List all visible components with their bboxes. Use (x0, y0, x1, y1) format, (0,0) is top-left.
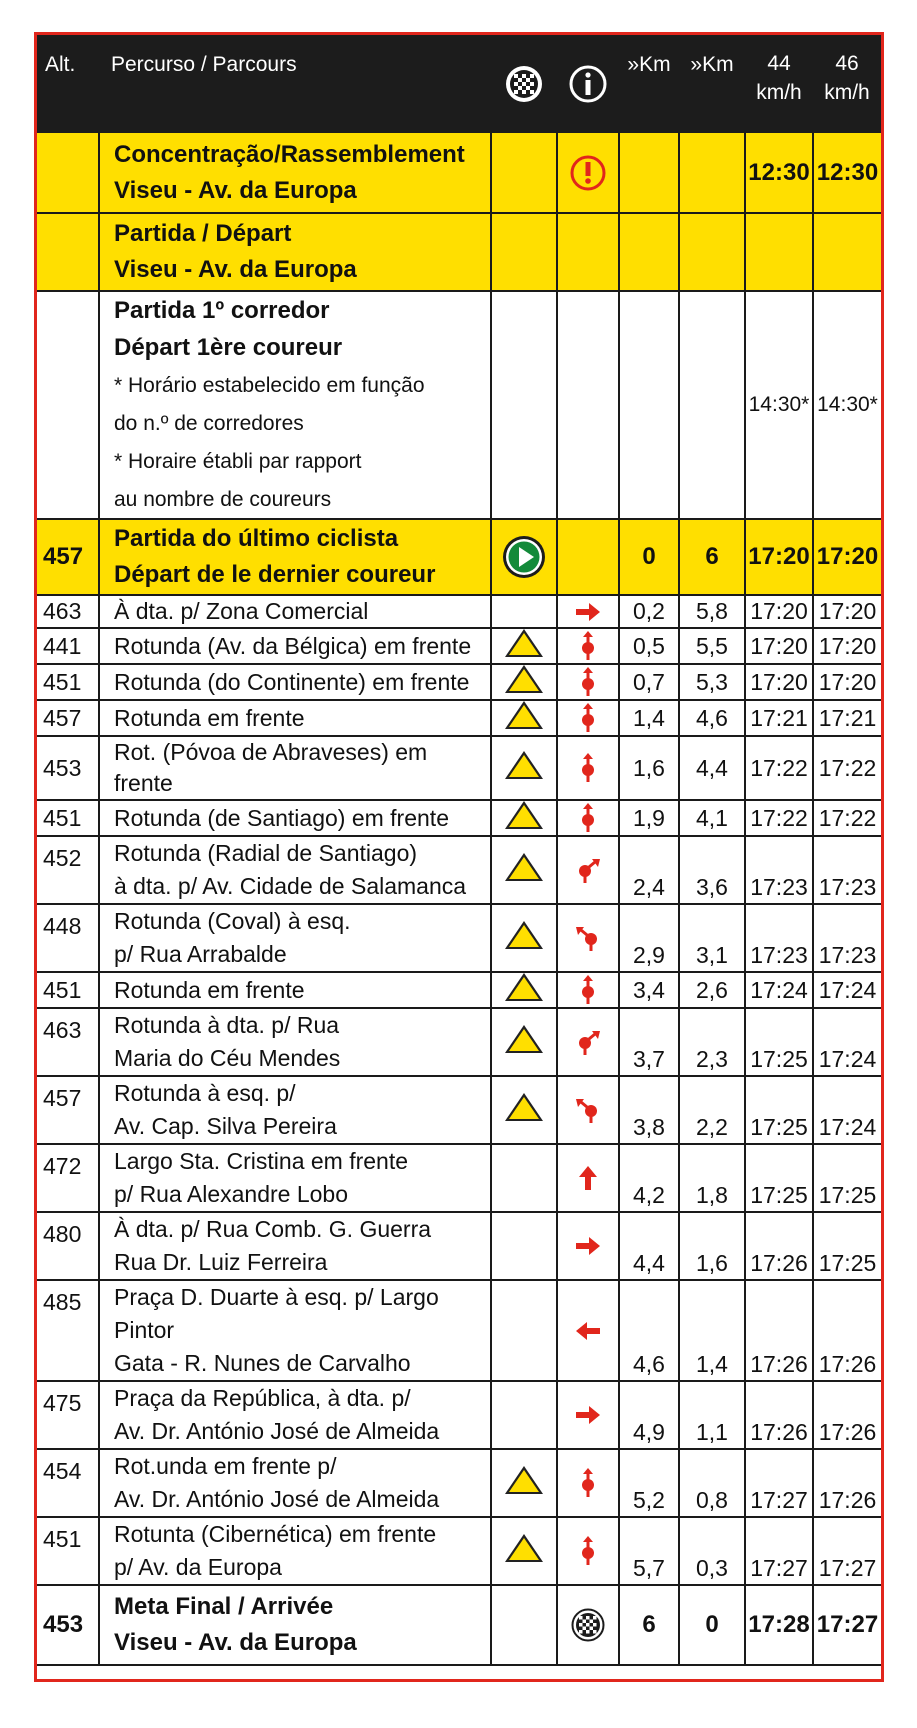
row-route (99, 664, 491, 700)
row-km-left: 2,6 (679, 972, 745, 1008)
row-altitude: 451 (37, 800, 99, 836)
row-altitude: 457 (37, 700, 99, 736)
row-route-line1: Rotunda (Radial de Santiago) (114, 840, 418, 866)
table-row (37, 836, 881, 904)
last-rider-line2: Départ de le dernier coureur (114, 561, 436, 588)
header-route: Percurso / Parcours (111, 53, 297, 76)
row-km-left: 1,8 (679, 1144, 745, 1212)
table-row (37, 628, 881, 664)
danger-triangle-icon (505, 1534, 543, 1562)
row-altitude: 472 (37, 1144, 99, 1212)
roundabout-straight-icon (557, 736, 619, 800)
row-route-line2: Av. Dr. António José de Almeida (114, 1418, 440, 1444)
table-row (37, 664, 881, 700)
speed-44-unit: km/h (756, 81, 802, 104)
row-route-line2: Maria do Céu Mendes (114, 1045, 341, 1071)
last-rider-route (99, 519, 491, 595)
first-rider-row (37, 291, 881, 519)
danger-triangle-icon (491, 628, 557, 664)
row-km-left: 4,4 (679, 736, 745, 800)
row-route-line1: Largo Sta. Cristina em frente (114, 1148, 409, 1174)
danger-triangle-icon (505, 921, 543, 949)
roundabout-straight-icon (573, 975, 603, 1005)
table-row (37, 904, 881, 972)
row-km-done: 4,4 (619, 1212, 679, 1280)
last-rider-time-44: 17:20 (745, 519, 813, 595)
row-time-46: 17:20 (813, 595, 881, 628)
row-signal (491, 1144, 557, 1212)
row-altitude: 463 (37, 595, 99, 628)
row-altitude: 451 (37, 664, 99, 700)
departure-km-left (679, 213, 745, 291)
roundabout-straight-icon (573, 1536, 603, 1566)
row-km-left: 3,6 (679, 836, 745, 904)
danger-triangle-icon (491, 664, 557, 700)
row-altitude: 452 (37, 836, 99, 904)
row-km-left: 4,1 (679, 800, 745, 836)
last-rider-info (557, 519, 619, 595)
danger-triangle-icon (491, 972, 557, 1008)
row-route (99, 1381, 491, 1449)
arrow-right-icon (557, 1212, 619, 1280)
row-route (99, 700, 491, 736)
finish-time-44: 17:28 (745, 1585, 813, 1665)
row-route (99, 595, 491, 628)
row-time-46: 17:24 (813, 1008, 881, 1076)
first-rider-alt (37, 291, 99, 519)
row-km-done: 1,4 (619, 700, 679, 736)
row-time-46: 17:22 (813, 800, 881, 836)
row-km-left: 5,8 (679, 595, 745, 628)
departure-time-44 (745, 213, 813, 291)
roundabout-straight-icon (573, 1468, 603, 1498)
departure-line2: Viseu - Av. da Europa (114, 256, 357, 283)
last-rider-alt: 457 (37, 519, 99, 595)
roadbook-sheet (37, 35, 881, 1666)
row-km-left: 0,3 (679, 1517, 745, 1585)
row-route-line1: Rot. (Póvoa de Abraveses) em frente (114, 739, 428, 796)
header-speed-46 (813, 35, 881, 133)
roundabout-straight-icon (573, 703, 603, 733)
row-signal (491, 595, 557, 628)
danger-triangle-icon (491, 1517, 557, 1585)
row-route-line2: à dta. p/ Av. Cidade de Salamanca (114, 873, 467, 899)
row-route-line1: Rotunda (do Continente) em frente (114, 668, 470, 695)
row-signal (491, 1212, 557, 1280)
finish-km-done: 6 (619, 1585, 679, 1665)
row-route-line1: Praça da República, à dta. p/ (114, 1385, 411, 1411)
row-km-left: 1,4 (679, 1280, 745, 1381)
roundabout-right-icon (573, 855, 603, 885)
row-time-44: 17:25 (745, 1008, 813, 1076)
row-altitude: 475 (37, 1381, 99, 1449)
assembly-time-46: 12:30 (813, 133, 881, 213)
row-route-line2: Rua Dr. Luiz Ferreira (114, 1249, 328, 1275)
row-km-left: 0,8 (679, 1449, 745, 1517)
roundabout-straight-icon (557, 628, 619, 664)
roundabout-straight-icon (557, 1449, 619, 1517)
row-time-44: 17:20 (745, 595, 813, 628)
row-time-46: 17:24 (813, 972, 881, 1008)
row-km-done: 5,7 (619, 1517, 679, 1585)
row-km-left: 5,5 (679, 628, 745, 664)
first-rider-note2: do n.º de corredores (114, 412, 304, 435)
roundabout-straight-icon (573, 631, 603, 661)
finish-line1: Meta Final / Arrivée (114, 1593, 334, 1620)
header-km-left: »Km (690, 53, 734, 76)
roundabout-straight-icon (573, 803, 603, 833)
danger-triangle-icon (491, 736, 557, 800)
first-rider-km-left (679, 291, 745, 519)
last-rider-row (37, 519, 881, 595)
speed-46-unit: km/h (824, 81, 870, 104)
departure-alt (37, 213, 99, 291)
row-altitude: 453 (37, 736, 99, 800)
row-route (99, 904, 491, 972)
table-row (37, 1381, 881, 1449)
row-route-line1: Rotunda em frente (114, 976, 305, 1003)
danger-triangle-icon (505, 629, 543, 657)
row-route-line1: À dta. p/ Zona Comercial (114, 598, 369, 624)
arrow-right-icon (573, 1231, 603, 1261)
row-km-done: 2,4 (619, 836, 679, 904)
row-time-44: 17:26 (745, 1280, 813, 1381)
finish-alt: 453 (37, 1585, 99, 1665)
danger-triangle-icon (491, 1008, 557, 1076)
row-route (99, 1517, 491, 1585)
danger-triangle-icon (505, 801, 543, 829)
roundabout-right-icon (557, 1008, 619, 1076)
last-rider-line1: Partida do último ciclista (114, 525, 399, 552)
table-row (37, 972, 881, 1008)
row-km-done: 3,7 (619, 1008, 679, 1076)
row-time-44: 17:20 (745, 628, 813, 664)
row-signal (491, 1280, 557, 1381)
row-route-line1: Rotunda (Av. da Bélgica) em frente (114, 632, 472, 659)
roundabout-straight-icon (557, 1517, 619, 1585)
last-rider-time-46: 17:20 (813, 519, 881, 595)
roundabout-left-icon (557, 1076, 619, 1144)
row-time-44: 17:24 (745, 972, 813, 1008)
row-route-line1: Rot.unda em frente p/ (114, 1453, 337, 1479)
roundabout-straight-icon (557, 800, 619, 836)
row-km-left: 3,1 (679, 904, 745, 972)
arrow-right-icon (557, 595, 619, 628)
row-km-done: 0,5 (619, 628, 679, 664)
row-time-44: 17:26 (745, 1381, 813, 1449)
row-route-line2: Av. Dr. António José de Almeida (114, 1486, 440, 1512)
header-speed-44 (745, 35, 813, 133)
roundabout-right-icon (573, 1027, 603, 1057)
row-time-46: 17:21 (813, 700, 881, 736)
row-route-line1: Rotunda à esq. p/ (114, 1080, 296, 1106)
itinerary-table (37, 35, 881, 1666)
row-time-46: 17:23 (813, 836, 881, 904)
row-route (99, 1449, 491, 1517)
header-altitude: Alt. (45, 53, 76, 76)
first-rider-signal (491, 291, 557, 519)
row-km-left: 1,6 (679, 1212, 745, 1280)
roundabout-left-icon (557, 904, 619, 972)
roundabout-straight-icon (557, 700, 619, 736)
row-altitude: 480 (37, 1212, 99, 1280)
danger-triangle-icon (505, 751, 543, 779)
row-route (99, 1144, 491, 1212)
row-time-44: 17:25 (745, 1076, 813, 1144)
first-rider-line2: Départ 1ère coureur (114, 334, 343, 361)
danger-triangle-icon (505, 1466, 543, 1494)
first-rider-line1: Partida 1º corredor (114, 297, 330, 324)
departure-route (99, 213, 491, 291)
row-km-done: 1,9 (619, 800, 679, 836)
assembly-row (37, 133, 881, 213)
roundabout-left-icon (573, 1095, 603, 1125)
row-altitude: 485 (37, 1280, 99, 1381)
checkered-flag-icon (491, 35, 557, 133)
row-route (99, 1212, 491, 1280)
departure-km-done (619, 213, 679, 291)
first-rider-km-done (619, 291, 679, 519)
start-play-icon (491, 519, 557, 595)
row-km-left: 4,6 (679, 700, 745, 736)
row-km-done: 5,2 (619, 1449, 679, 1517)
row-time-44: 17:27 (745, 1449, 813, 1517)
row-route-line1: Rotunda à dta. p/ Rua (114, 1012, 340, 1038)
finish-line2: Viseu - Av. da Europa (114, 1629, 357, 1656)
first-rider-note3: * Horaire établi par rapport (114, 450, 362, 473)
roundabout-straight-icon (557, 972, 619, 1008)
row-km-done: 3,4 (619, 972, 679, 1008)
danger-triangle-icon (505, 1093, 543, 1121)
row-time-44: 17:21 (745, 700, 813, 736)
assembly-line1: Concentração/Rassemblement (114, 140, 465, 168)
roundabout-left-icon (573, 923, 603, 953)
row-km-left: 2,3 (679, 1008, 745, 1076)
row-time-46: 17:20 (813, 664, 881, 700)
departure-info (557, 213, 619, 291)
row-time-46: 17:20 (813, 628, 881, 664)
danger-triangle-icon (491, 836, 557, 904)
assembly-km-left (679, 133, 745, 213)
row-altitude: 451 (37, 972, 99, 1008)
row-time-44: 17:23 (745, 904, 813, 972)
finish-km-left: 0 (679, 1585, 745, 1665)
row-route-line1: À dta. p/ Rua Comb. G. Guerra (114, 1216, 432, 1242)
row-route (99, 1280, 491, 1381)
roundabout-straight-icon (557, 664, 619, 700)
row-time-44: 17:27 (745, 1517, 813, 1585)
row-route (99, 628, 491, 664)
danger-triangle-icon (505, 701, 543, 729)
row-route-line2: p/ Rua Arrabalde (114, 941, 287, 967)
row-route (99, 972, 491, 1008)
row-km-done: 4,9 (619, 1381, 679, 1449)
row-altitude: 448 (37, 904, 99, 972)
row-time-46: 17:27 (813, 1517, 881, 1585)
danger-triangle-icon (505, 973, 543, 1001)
row-km-done: 2,9 (619, 904, 679, 972)
danger-triangle-icon (505, 665, 543, 693)
row-time-44: 17:22 (745, 736, 813, 800)
row-km-done: 0,7 (619, 664, 679, 700)
row-route-line2: p/ Rua Alexandre Lobo (114, 1181, 349, 1207)
departure-time-46 (813, 213, 881, 291)
roundabout-straight-icon (573, 753, 603, 783)
departure-signal (491, 213, 557, 291)
row-km-done: 3,8 (619, 1076, 679, 1144)
row-km-done: 1,6 (619, 736, 679, 800)
table-row (37, 1076, 881, 1144)
row-route-line1: Rotunda (de Santiago) em frente (114, 804, 449, 831)
arrow-left-icon (573, 1316, 603, 1346)
danger-triangle-icon (491, 1449, 557, 1517)
assembly-signal (491, 133, 557, 213)
table-row (37, 595, 881, 628)
arrow-right-icon (573, 1400, 603, 1430)
departure-row (37, 213, 881, 291)
row-route-line1: Praça D. Duarte à esq. p/ Largo Pintor (114, 1284, 439, 1343)
table-row (37, 1449, 881, 1517)
table-row (37, 1517, 881, 1585)
header-km-done: »Km (627, 53, 671, 76)
row-km-done: 0,2 (619, 595, 679, 628)
row-altitude: 451 (37, 1517, 99, 1585)
row-time-44: 17:23 (745, 836, 813, 904)
table-row (37, 1212, 881, 1280)
arrow-left-icon (557, 1280, 619, 1381)
speed-44-value: 44 (767, 52, 791, 75)
row-route (99, 836, 491, 904)
row-time-46: 17:22 (813, 736, 881, 800)
table-row (37, 1144, 881, 1212)
first-rider-info (557, 291, 619, 519)
row-route (99, 736, 491, 800)
first-rider-note1: * Horário estabelecido em função (114, 374, 425, 397)
row-route (99, 1008, 491, 1076)
roundabout-right-icon (557, 836, 619, 904)
row-time-46: 17:23 (813, 904, 881, 972)
row-time-44: 17:20 (745, 664, 813, 700)
finish-row (37, 1585, 881, 1665)
assembly-time-44: 12:30 (745, 133, 813, 213)
row-time-46: 17:25 (813, 1212, 881, 1280)
row-time-44: 17:22 (745, 800, 813, 836)
row-time-46: 17:24 (813, 1076, 881, 1144)
assembly-route (99, 133, 491, 213)
last-rider-km-done: 0 (619, 519, 679, 595)
danger-triangle-icon (491, 700, 557, 736)
row-route-line2: Gata - R. Nunes de Carvalho (114, 1350, 411, 1376)
roadbook-frame (34, 32, 884, 1682)
danger-triangle-icon (491, 800, 557, 836)
roundabout-straight-icon (573, 667, 603, 697)
row-route-line1: Rotunda em frente (114, 704, 305, 731)
finish-signal (491, 1585, 557, 1665)
first-rider-time-46: 14:30* (813, 291, 881, 519)
first-rider-time-44: 14:30* (745, 291, 813, 519)
row-km-done: 4,6 (619, 1280, 679, 1381)
arrow-right-icon (573, 597, 603, 627)
warning-exclamation-icon (557, 133, 619, 213)
speed-46-value: 46 (835, 52, 859, 75)
row-altitude: 441 (37, 628, 99, 664)
danger-triangle-icon (491, 1076, 557, 1144)
row-time-44: 17:26 (745, 1212, 813, 1280)
table-row (37, 800, 881, 836)
table-row (37, 736, 881, 800)
row-time-46: 17:26 (813, 1449, 881, 1517)
row-km-done: 4,2 (619, 1144, 679, 1212)
row-time-46: 17:26 (813, 1381, 881, 1449)
table-row (37, 700, 881, 736)
row-altitude: 457 (37, 1076, 99, 1144)
row-route-line1: Rotunta (Cibernética) em frente (114, 1521, 437, 1547)
row-altitude: 463 (37, 1008, 99, 1076)
danger-triangle-icon (491, 904, 557, 972)
arrow-up-icon (557, 1144, 619, 1212)
row-signal (491, 1381, 557, 1449)
row-route (99, 800, 491, 836)
header-row (37, 35, 881, 133)
row-time-46: 17:26 (813, 1280, 881, 1381)
arrow-right-icon (557, 1381, 619, 1449)
table-row (37, 1008, 881, 1076)
info-icon (557, 35, 619, 133)
last-rider-km-left: 6 (679, 519, 745, 595)
row-km-left: 1,1 (679, 1381, 745, 1449)
danger-triangle-icon (505, 1025, 543, 1053)
row-route-line1: Rotunda (Coval) à esq. (114, 908, 351, 934)
first-rider-route (99, 291, 491, 519)
row-route-line2: p/ Av. da Europa (114, 1554, 282, 1580)
row-km-left: 2,2 (679, 1076, 745, 1144)
table-row (37, 1280, 881, 1381)
row-route-line2: Av. Cap. Silva Pereira (114, 1113, 337, 1139)
row-time-46: 17:25 (813, 1144, 881, 1212)
arrow-up-icon (573, 1163, 603, 1193)
row-route (99, 1076, 491, 1144)
departure-line1: Partida / Départ (114, 220, 292, 247)
assembly-line2: Viseu - Av. da Europa (114, 176, 357, 204)
row-time-44: 17:25 (745, 1144, 813, 1212)
row-altitude: 454 (37, 1449, 99, 1517)
assembly-km-done (619, 133, 679, 213)
danger-triangle-icon (505, 853, 543, 881)
row-km-left: 5,3 (679, 664, 745, 700)
assembly-alt (37, 133, 99, 213)
finish-time-46: 17:27 (813, 1585, 881, 1665)
checkered-finish-icon (557, 1585, 619, 1665)
finish-route (99, 1585, 491, 1665)
first-rider-note4: au nombre de coureurs (114, 488, 332, 511)
